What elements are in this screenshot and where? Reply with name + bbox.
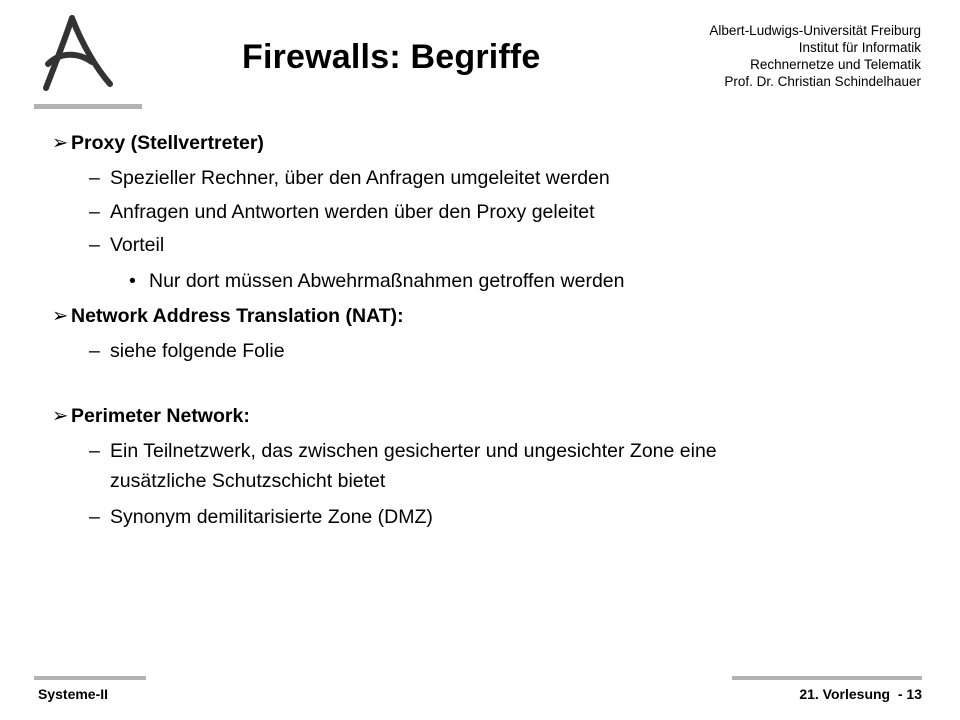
dash-bullet-icon: –	[89, 506, 100, 528]
institution-line-department: Rechnernetze und Telematik	[750, 57, 921, 72]
list-item: – siehe folgende Folie	[89, 340, 285, 362]
list-item: – Spezieller Rechner, über den Anfragen umgeleitet werden	[89, 167, 610, 189]
institution-line-university: Albert-Ludwigs-Universität Freiburg	[709, 23, 921, 38]
page-title: Firewalls: Begriffe	[242, 38, 541, 76]
footer-course-name: Systeme-II	[38, 686, 109, 702]
dash-bullet-icon: –	[89, 167, 100, 189]
institution-block	[709, 22, 921, 90]
list-item: – Ein Teilnetzwerk, das zwischen gesicherter und ungesichter Zone eine	[89, 440, 717, 462]
dash-bullet-icon: –	[89, 340, 100, 362]
university-logo-icon	[34, 12, 120, 92]
list-item: – Anfragen und Antworten werden über den Proxy geleitet	[89, 201, 595, 223]
footer-accent-bar-right	[732, 676, 922, 680]
bullet-perimeter-heading: ➢ Perimeter Network:	[52, 405, 250, 427]
bullet-nat-heading: ➢ Network Address Translation (NAT):	[52, 305, 404, 327]
institution-line-institute: Institut für Informatik	[798, 40, 921, 55]
dot-bullet-icon: •	[129, 270, 136, 292]
list-subitem: • Nur dort müssen Abwehrmaßnahmen getroffen werden	[129, 270, 625, 292]
header-accent-bar	[34, 104, 142, 109]
institution-line-professor: Prof. Dr. Christian Schindelhauer	[724, 74, 921, 89]
footer-accent-bar-left	[34, 676, 146, 680]
arrow-bullet-icon: ➢	[52, 132, 69, 154]
bullet-proxy-heading: ➢ Proxy (Stellvertreter)	[52, 132, 264, 154]
list-item: – Vorteil	[89, 234, 165, 256]
list-item-continuation: zusätzliche Schutzschicht bietet	[110, 470, 386, 492]
arrow-bullet-icon: ➢	[52, 305, 69, 327]
list-item: – Synonym demilitarisierte Zone (DMZ)	[89, 506, 433, 528]
dash-bullet-icon: –	[89, 201, 100, 223]
footer-lecture-page: 21. Vorlesung - 13	[799, 686, 922, 702]
arrow-bullet-icon: ➢	[52, 405, 69, 427]
dash-bullet-icon: –	[89, 440, 100, 462]
dash-bullet-icon: –	[89, 234, 100, 256]
